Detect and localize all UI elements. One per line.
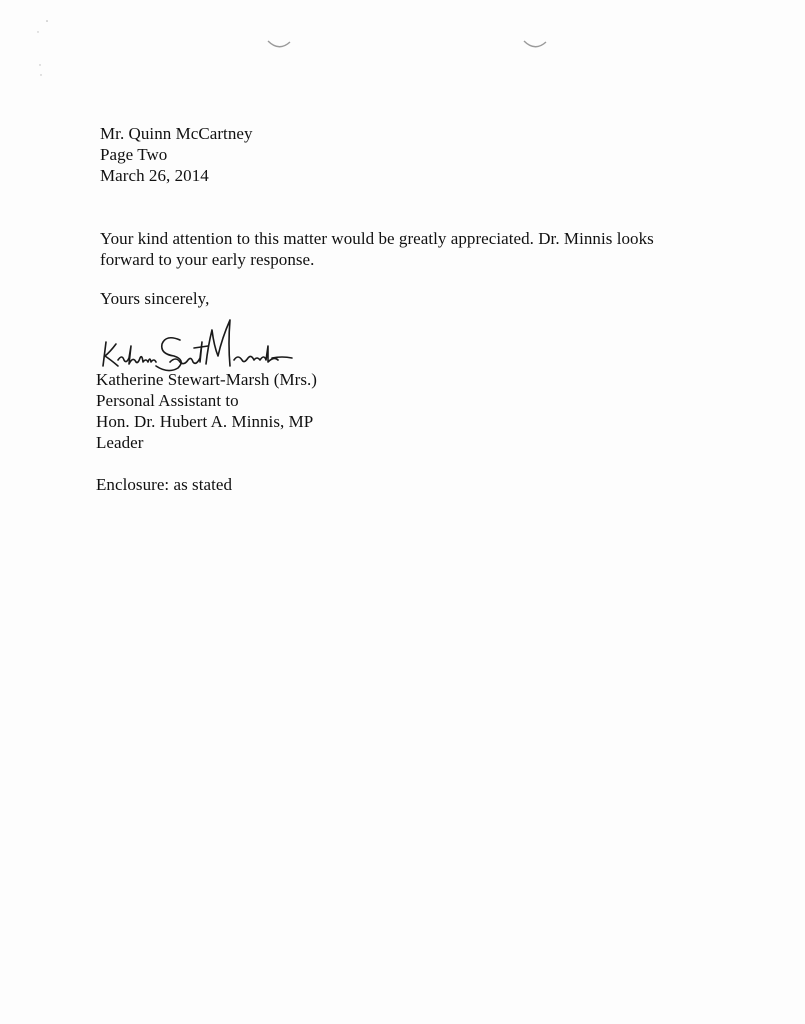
body-line-1: Your kind attention to this matter would be greatly appreciated. Dr. Minnis looks — [100, 229, 654, 248]
signatory-title: Personal Assistant to — [96, 391, 239, 410]
letter-date: March 26, 2014 — [100, 166, 209, 185]
punch-hole-mark-right — [522, 38, 548, 52]
enclosure-note: Enclosure: as stated — [96, 475, 233, 494]
scan-speck-marks — [34, 18, 54, 88]
principal-name: Hon. Dr. Hubert A. Minnis, MP — [96, 412, 314, 431]
recipient-name: Mr. Quinn McCartney — [100, 124, 253, 143]
page-number: Page Two — [100, 145, 168, 164]
signatory-name: Katherine Stewart-Marsh (Mrs.) — [96, 370, 318, 389]
closing-salutation: Yours sincerely, — [100, 289, 210, 308]
punch-hole-mark-left — [266, 38, 292, 52]
body-line-2: forward to your early response. — [100, 250, 315, 269]
principal-role: Leader — [96, 433, 144, 452]
